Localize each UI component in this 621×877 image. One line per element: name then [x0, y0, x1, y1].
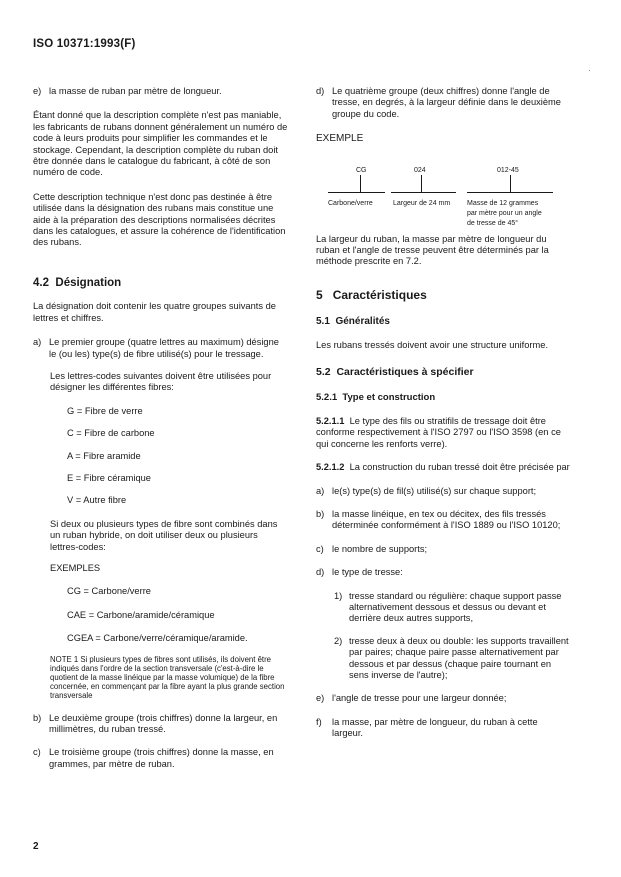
- section-heading-5-2: [316, 367, 570, 378]
- section-number: 5: [316, 287, 323, 302]
- fibre-code: E = Fibre céramique: [67, 472, 151, 483]
- list-item-c: [33, 747, 288, 770]
- item-label: c): [33, 747, 41, 758]
- paragraph-technical: Cette description technique n'est donc pas destinée à être utilisée dans la désignation des rubans mais constitue une aide à la préparation des descriptions normalisées décrites dans les catalogues, et assure la cohérence de l'identification des rubans.: [33, 191, 286, 248]
- item-label: d): [316, 86, 325, 96]
- designation-intro: La désignation doit contenir les quatre groupes suivants de lettres et chiffres.: [33, 301, 276, 323]
- item-text: Le quatrième groupe (deux chiffres) donne l'angle de tresse, en degrés, à la largeur définie dans le deuxième groupe du code.: [332, 86, 561, 119]
- section-heading-5-2-1: [316, 392, 570, 403]
- section-number: 4.2: [33, 276, 49, 289]
- item-text: la masse de ruban par mètre de longueur.: [49, 86, 222, 96]
- diagram-caption-angle: de tresse de 45°: [467, 219, 519, 227]
- construction-item: [316, 693, 570, 704]
- designation-example-diagram: [316, 155, 570, 243]
- note-1: NOTE 1 Si plusieurs types de fibres sont utilisés, ils doivent être indiqués dans l'ordre de la section transversale (c'est-à-dire le quotient de la masse linéique par la masse volumique) de la fibre concernée, en commençant par la fibre ayant la plus grande section transversale: [50, 654, 285, 701]
- diagram-bracket-line: [328, 192, 385, 193]
- item-text: la masse, par mètre de longueur, du ruban à cette largeur.: [332, 716, 538, 739]
- clause-number: 5.2.1.2: [316, 462, 345, 473]
- item-label: d): [316, 567, 325, 578]
- diagram-bracket-line: [467, 192, 553, 193]
- section-number: 5.2: [316, 366, 331, 379]
- exemple-label: EXEMPLE: [316, 133, 364, 145]
- diagram-code-width: 024: [414, 166, 426, 174]
- section-heading-4-2: [33, 278, 288, 289]
- paragraph-method: La largeur du ruban, la masse par mètre de longueur du ruban et l'angle de tresse peuvent être déterminés par la méthode prescrite en 7.2.: [316, 233, 549, 267]
- item-label: f): [316, 716, 322, 727]
- list-item-b: [33, 713, 288, 736]
- diagram-code-fibre: CG: [356, 166, 367, 174]
- document-header: ISO 10371:1993(F): [33, 38, 136, 50]
- list-item-e: [33, 86, 288, 97]
- item-label: 2): [334, 635, 343, 646]
- section-number: 5.1: [316, 316, 330, 328]
- section-title: Généralités: [335, 316, 390, 328]
- clause-text: La construction du ruban tressé doit être précisée par: [349, 462, 570, 473]
- diagram-caption-fibre: Carbone/verre: [328, 199, 373, 207]
- diagram-caption-mass: par mètre pour un angle: [467, 209, 542, 217]
- clause-number: 5.2.1.1: [316, 415, 345, 426]
- example-code: CAE = Carbone/aramide/céramique: [67, 609, 215, 620]
- diagram-caption-mass: Masse de 12 grammes: [467, 199, 539, 207]
- construction-item: [316, 717, 570, 740]
- item-text: la masse linéique, en tex ou décitex, des fils tressés déterminée conformément à l'ISO 1889 ou l'ISO 10120;: [332, 508, 561, 531]
- construction-item: [316, 486, 570, 497]
- item-text: l'angle de tresse pour une largeur donnée;: [332, 693, 507, 704]
- item-label: e): [33, 86, 42, 96]
- section-title: Caractéristiques: [332, 287, 427, 302]
- braid-type-item: [316, 636, 570, 682]
- fibre-code: A = Fibre aramide: [67, 450, 141, 461]
- clause-5-2-1-2: [316, 462, 570, 473]
- right-column: [316, 86, 570, 740]
- construction-item: [316, 567, 570, 578]
- generalites-text: Les rubans tressés doivent avoir une structure uniforme.: [316, 339, 549, 350]
- item-text: le type de tresse:: [332, 567, 403, 578]
- diagram-tick: [510, 175, 511, 192]
- braid-type-item: [316, 591, 570, 625]
- fibre-code: C = Fibre de carbone: [67, 428, 155, 439]
- example-code: CGEA = Carbone/verre/céramique/aramide.: [67, 633, 248, 644]
- item-text: le(s) type(s) de fil(s) utilisé(s) sur chaque support;: [332, 485, 537, 496]
- construction-item: [316, 544, 570, 555]
- codes-intro: Les lettres-codes suivantes doivent être utilisées pour désigner les différentes fibres:: [50, 370, 272, 393]
- item-label: 1): [334, 590, 343, 601]
- clause-5-2-1-1: [316, 416, 570, 450]
- diagram-bracket-line: [391, 192, 456, 193]
- section-title: Caractéristiques à spécifier: [336, 366, 474, 379]
- item-text: Le troisième groupe (trois chiffres) donne la masse, en grammes, par mètre de ruban.: [49, 747, 274, 769]
- item-label: b): [33, 712, 42, 723]
- example-code: CG = Carbone/verre: [67, 586, 151, 597]
- clause-text: Le type des fils ou stratifils de tressage doit être conforme respectivement à l'ISO 2797 ou l'ISO 3598 (en ce qui concerne les renforts verre).: [316, 415, 561, 449]
- section-heading-5-1: [316, 316, 570, 327]
- item-label: c): [316, 543, 324, 554]
- list-item-a: [33, 337, 288, 360]
- item-label: e): [316, 693, 325, 704]
- scan-speck: [589, 70, 590, 71]
- diagram-code-mass-angle: 012-45: [497, 166, 519, 174]
- left-column: [33, 86, 288, 770]
- diagram-tick: [360, 175, 361, 192]
- hybrid-paragraph: Si deux ou plusieurs types de fibre sont combinés dans un ruban hybride, on doit utiliser deux ou plusieurs lettres-codes:: [50, 518, 278, 552]
- paragraph-description: Étant donné que la description complète n'est pas maniable, les fabricants de rubans donnent généralement un numéro de code à leurs produits pour simplifier les commandes et le stockage. Cependant, la description complète du ruban doit être donnée dans le catalogue du fabricant, à côté de son numéro de code.: [33, 110, 288, 178]
- fibre-code: V = Autre fibre: [67, 495, 127, 506]
- item-text: le nombre de supports;: [332, 543, 428, 554]
- item-text: tresse deux à deux ou double: les supports travaillent par paires; chaque paire passe alternativement par dessous et par dessus (chaque paire tournant en sens inverse de l'autre);: [349, 635, 569, 680]
- construction-item: [316, 509, 570, 532]
- item-label: b): [316, 508, 325, 519]
- item-text: Le deuxième groupe (trois chiffres) donne la largeur, en millimètres, du ruban tressé.: [49, 712, 278, 735]
- examples-label: EXEMPLES: [50, 562, 101, 573]
- diagram-tick: [421, 175, 422, 192]
- item-text: Le premier groupe (quatre lettres au maximum) désigne le (ou les) type(s) de fibre utilisé(s) pour le tressage.: [49, 337, 279, 359]
- fibre-code: G = Fibre de verre: [67, 405, 143, 416]
- section-title: Type et construction: [342, 392, 436, 404]
- item-text: tresse standard ou régulière: chaque support passe alternativement dessous et dessus ou devant et derrière deux autres supports,: [349, 590, 562, 624]
- item-label: a): [316, 485, 325, 496]
- section-heading-5: [316, 287, 570, 302]
- section-number: 5.2.1: [316, 392, 338, 404]
- item-label: a): [33, 337, 42, 348]
- list-item-d: [316, 86, 570, 120]
- diagram-caption-width: Largeur de 24 mm: [393, 199, 451, 207]
- section-title: Désignation: [55, 276, 122, 289]
- page-number: 2: [33, 841, 39, 852]
